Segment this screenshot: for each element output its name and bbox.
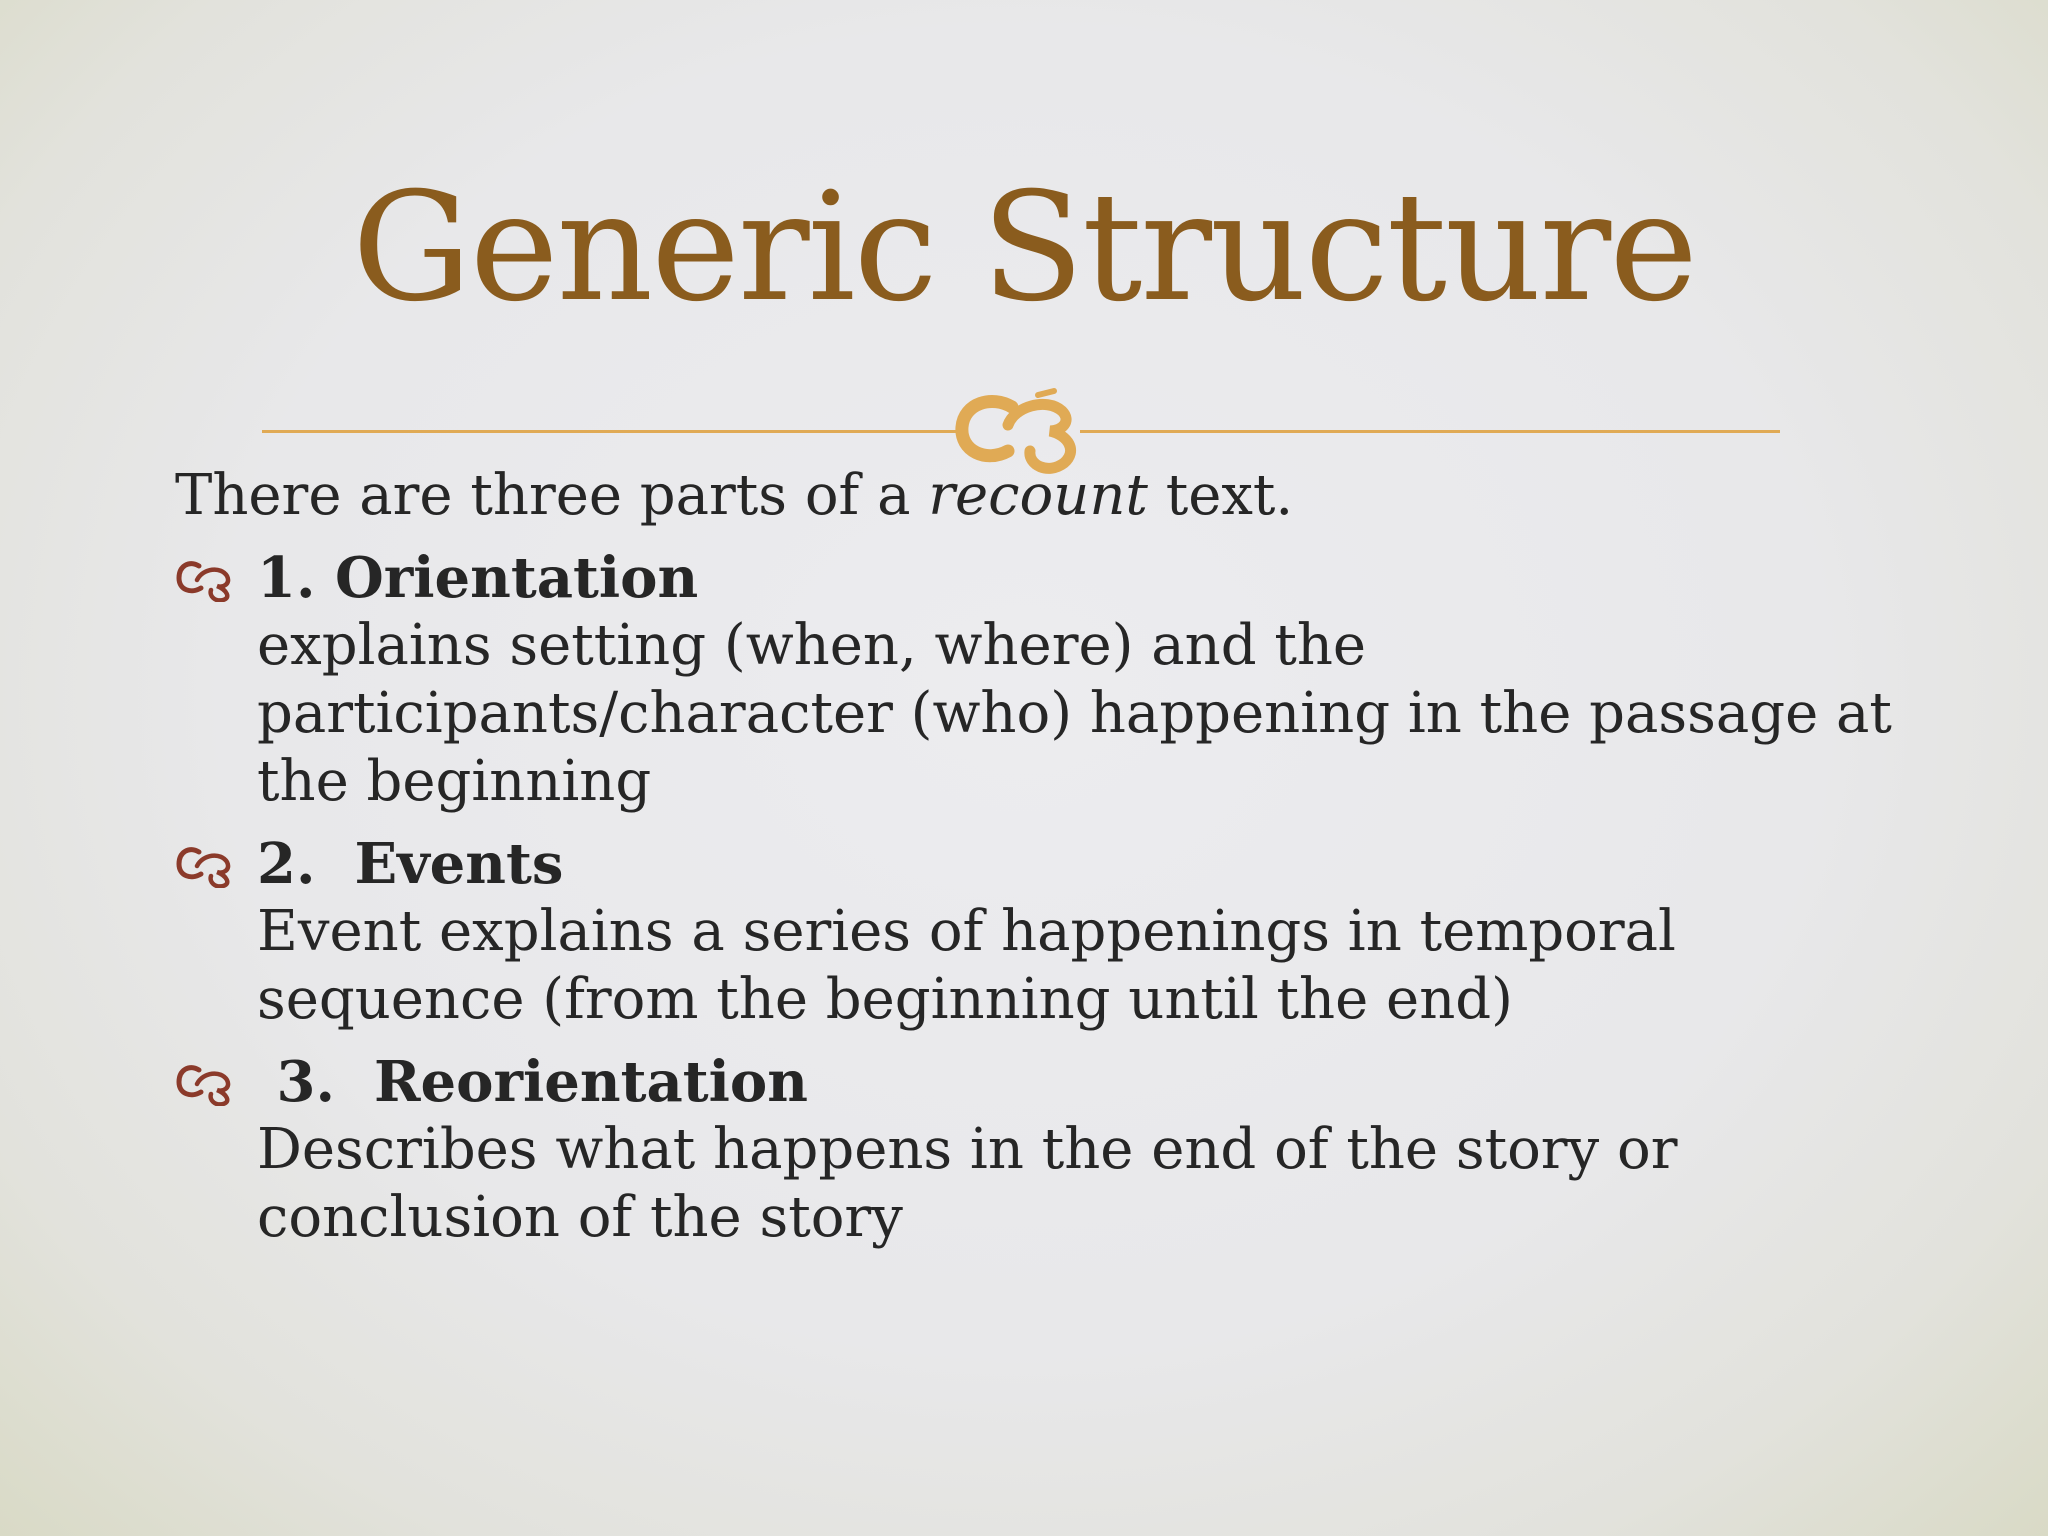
description-line: the beginning	[257, 749, 652, 814]
intro-text-after: text.	[1147, 463, 1294, 528]
title-divider-left	[262, 430, 962, 433]
flourish-bullet-icon	[175, 552, 237, 602]
list-item-heading: 2. Events	[257, 831, 564, 897]
description-line: conclusion of the story	[257, 1185, 903, 1250]
intro-text-before: There are three parts of a	[175, 463, 929, 528]
title-divider-right	[1080, 430, 1780, 433]
slide-title: Generic Structure	[351, 161, 1697, 335]
list-item-heading: 3. Reorientation	[257, 1049, 808, 1115]
slide-body	[175, 462, 1895, 1252]
list-item-description	[175, 612, 1895, 816]
description-line: Describes what happens in the end of the story or	[257, 1117, 1678, 1182]
flourish-bullet-icon	[175, 1056, 237, 1106]
list-item-description	[175, 898, 1895, 1034]
description-line: sequence (from the beginning until the end)	[257, 967, 1513, 1032]
description-line: participants/character (who) happening in the passage at	[257, 681, 1892, 746]
list-item-orientation	[175, 544, 1895, 816]
list-item-events	[175, 830, 1895, 1034]
list-item-reorientation	[175, 1048, 1895, 1252]
list-item-heading: 1. Orientation	[257, 545, 699, 611]
description-line: explains setting (when, where) and the	[257, 613, 1367, 678]
intro-text-emphasis: recount	[928, 463, 1148, 528]
list-item-description	[175, 1116, 1895, 1252]
flourish-bullet-icon	[175, 838, 237, 888]
description-line: Event explains a series of happenings in temporal	[257, 899, 1676, 964]
intro-text	[175, 462, 1895, 530]
